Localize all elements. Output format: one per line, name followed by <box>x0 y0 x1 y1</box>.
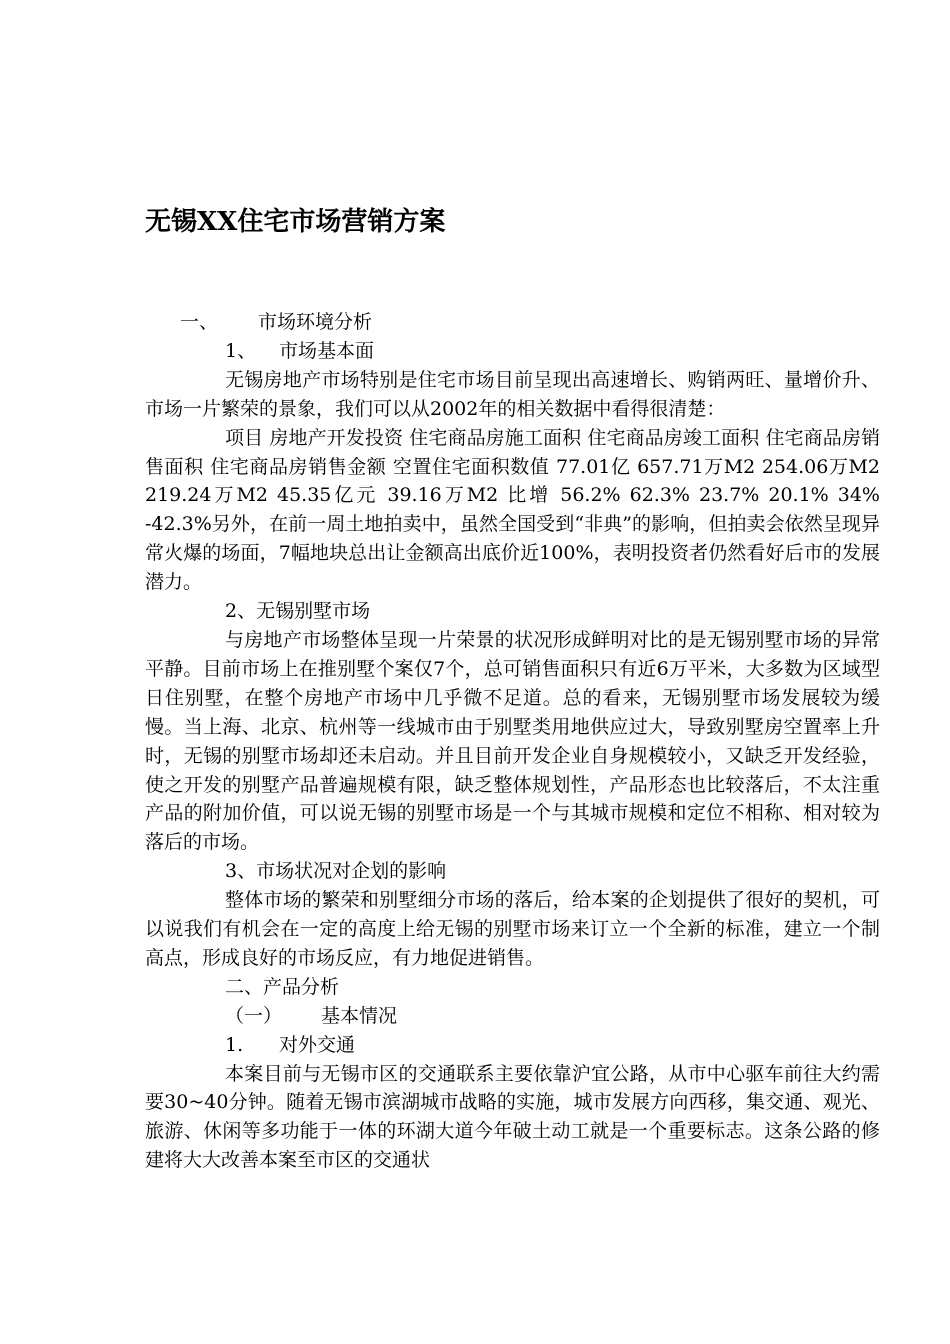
paragraph-external-transport: 本案目前与无锡市区的交通联系主要依靠沪宜公路，从市中心驱车前往大约需要30~40分钟。随着无锡市滨湖城市战略的实施，城市发展方向西移，集交通、观光、旅游、休闲等多功能于一体的环湖大道今年破土动工就是一个重要标志。这条公路的修建将大大改善本案至市区的交通状 <box>145 1062 880 1172</box>
subsection-heading-planning-impact: 3、市场状况对企划的影响 <box>225 860 447 883</box>
subsection-number: 1、 <box>225 339 257 362</box>
paragraph-villa-market: 与房地产市场整体呈现一片荣景的状况形成鲜明对比的是无锡别墅市场的异常平静。目前市场上在推别墅个案仅7个，总可销售面积只有近6万平米，大多数为区域型日住别墅，在整个房地产市场中几乎微不足道。总的看来，无锡别墅市场发展较为缓慢。当上海、北京、杭州等一线城市由于别墅类用地供应过大，导致别墅房空置率上升时，无锡的别墅市场却还未启动。并且目前开发企业自身规模较小，又缺乏开发经验，使之开发的别墅产品普遍规模有限，缺乏整体规划性，产品形态也比较落后，不太注重产品的附加价值，可以说无锡的别墅市场是一个与其城市规模和定位不相称、相对较为落后的市场。 <box>145 628 880 854</box>
section-number: 一、 <box>180 311 219 333</box>
subsection-heading-market-fundamentals <box>145 337 880 366</box>
subsection-heading-external-transport <box>145 1031 880 1060</box>
subsection-number: 1. <box>225 1033 244 1056</box>
document-body <box>145 308 880 1175</box>
document-title: 无锡XX住宅市场营销方案 <box>145 207 446 237</box>
subsection-title: 对外交通 <box>279 1033 356 1056</box>
section-heading-market-analysis <box>145 308 880 337</box>
section-heading-product-analysis: 二、产品分析 <box>225 975 340 998</box>
section-title: 市场环境分析 <box>258 311 373 333</box>
paragraph-planning-impact: 整体市场的繁荣和别墅细分市场的落后，给本案的企划提供了很好的契机，可以说我们有机会在一定的高度上给无锡的别墅市场来订立一个全新的标准，建立一个制高点，形成良好的市场反应，有力地促进销售。 <box>145 889 880 969</box>
paragraph-market-overview: 无锡房地产市场特别是住宅市场目前呈现出高速增长、购销两旺、量增价升、市场一片繁荣的景象，我们可以从2002年的相关数据中看得很清楚： <box>145 368 880 420</box>
subsection-title: 市场基本面 <box>279 339 375 362</box>
subsection-heading-villa-market: 2、无锡别墅市场 <box>225 600 371 623</box>
subsection-title: 基本情况 <box>321 1004 398 1027</box>
subsection-number: （一） <box>225 1004 283 1027</box>
paragraph-market-data: 项目 房地产开发投资 住宅商品房施工面积 住宅商品房竣工面积 住宅商品房销售面积 住宅商品房销售金额 空置住宅面积数值 77.01亿 657.71万M2 254.06万M2 219.24万M2 45.35亿元 39.16万M2 比增 56.2% 62.3% 23.7% 20.1% 34% -42.3%另外，在前一周土地拍卖中，虽然全国受到“非典”的影响，但拍卖会依然呈现异常火爆的场面，7幅地块总出让金额高出底价近100%，表明投资者仍然看好后市的发展潜力。 <box>145 426 880 594</box>
subsection-heading-basic-info <box>145 1002 880 1031</box>
